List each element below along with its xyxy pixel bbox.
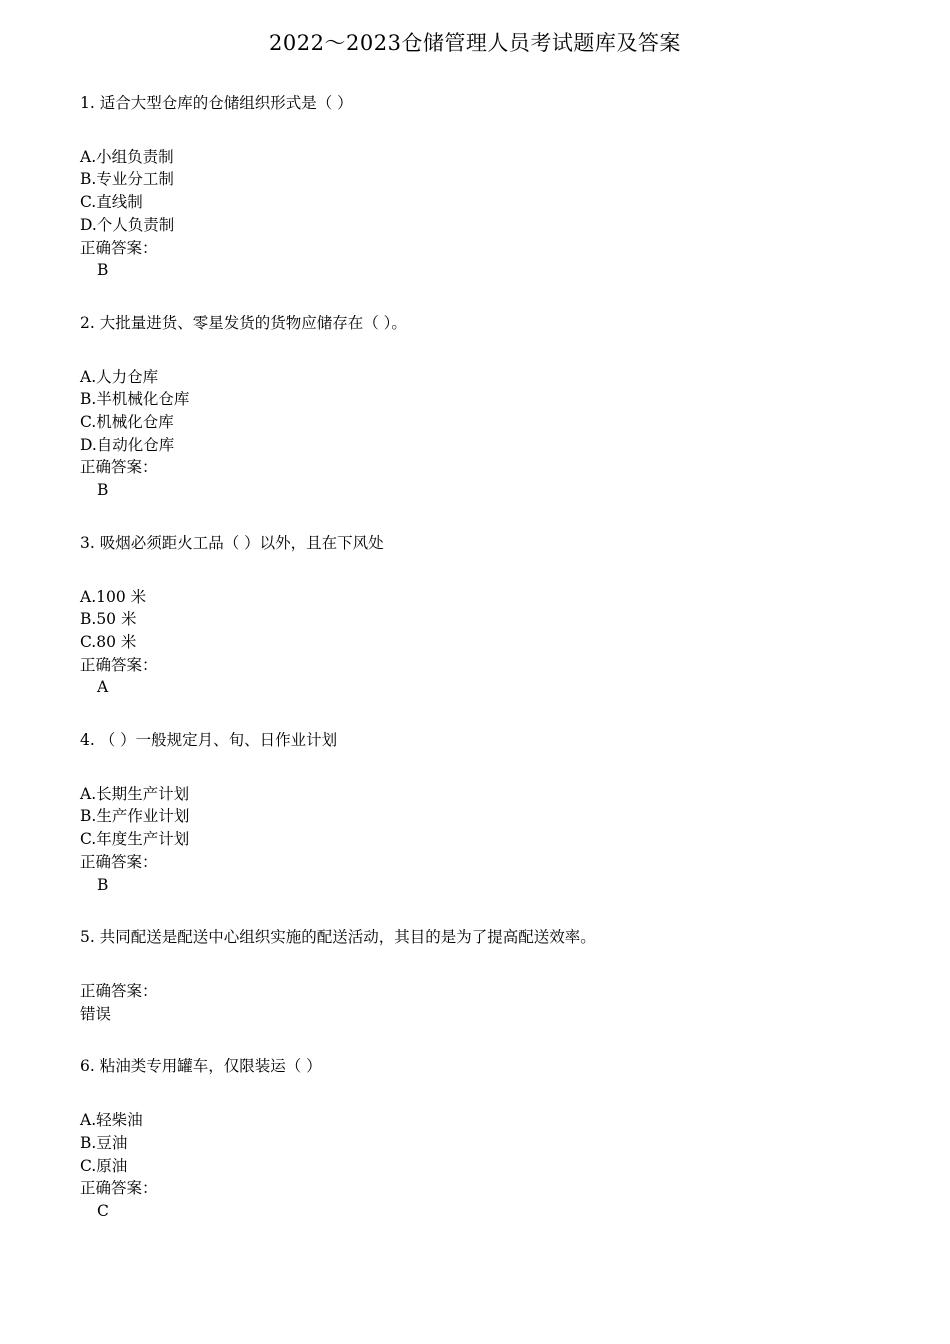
question-1 xyxy=(80,92,900,312)
option-c: C.原油 xyxy=(80,1156,128,1175)
option-b: B.半机械化仓库 xyxy=(80,390,190,409)
answer-value: A xyxy=(97,678,109,697)
option-c: C.年度生产计划 xyxy=(80,830,190,849)
option-a: A.人力仓库 xyxy=(80,367,159,386)
option-a: A.长期生产计划 xyxy=(80,784,190,803)
option-b: B.专业分工制 xyxy=(80,170,174,189)
question-stem: 2. 大批量进货、零星发货的货物应储存在（ ）。 xyxy=(80,313,407,332)
question-stem: 6. 粘油类专用罐车，仅限装运（ ） xyxy=(80,1057,322,1076)
option-b: B.豆油 xyxy=(80,1133,128,1152)
answer-value: C xyxy=(97,1201,109,1220)
answer-value: B xyxy=(97,875,109,894)
answer-label: 正确答案： xyxy=(80,981,158,1000)
option-b: B.50 米 xyxy=(80,610,137,629)
document-title: 2022～2023仓储管理人员考试题库及答案 xyxy=(269,31,681,55)
option-a: A.100 米 xyxy=(80,587,147,606)
question-list xyxy=(80,92,900,1223)
answer-value: B xyxy=(97,261,109,280)
answer-value: 错误 xyxy=(80,1004,112,1023)
option-b: B.生产作业计划 xyxy=(80,807,190,826)
option-c: C.机械化仓库 xyxy=(80,413,174,432)
question-stem: 1. 适合大型仓库的仓储组织形式是（ ） xyxy=(80,94,353,112)
option-c: C.直线制 xyxy=(80,193,143,212)
answer-label: 正确答案： xyxy=(80,655,158,674)
option-d: D.个人负责制 xyxy=(80,215,175,234)
option-a: A.小组负责制 xyxy=(80,147,174,166)
answer-label: 正确答案： xyxy=(80,852,158,871)
question-stem: 5. 共同配送是配送中心组织实施的配送活动，其目的是为了提高配送效率。 xyxy=(80,928,596,947)
question-4 xyxy=(80,729,900,926)
option-a: A.轻柴油 xyxy=(80,1111,143,1130)
answer-label: 正确答案： xyxy=(80,1179,158,1198)
question-5 xyxy=(80,926,900,1055)
answer-label: 正确答案： xyxy=(80,238,158,257)
option-c: C.80 米 xyxy=(80,632,137,651)
question-stem: 4. （ ）一般规定月、旬、日作业计划 xyxy=(80,731,338,750)
question-3 xyxy=(80,532,900,729)
answer-label: 正确答案： xyxy=(80,458,158,477)
question-2 xyxy=(80,312,900,532)
answer-value: B xyxy=(97,481,109,500)
question-stem: 3. 吸烟必须距火工品（ ）以外，且在下风处 xyxy=(80,533,384,552)
question-6 xyxy=(80,1055,900,1222)
option-d: D.自动化仓库 xyxy=(80,435,175,454)
